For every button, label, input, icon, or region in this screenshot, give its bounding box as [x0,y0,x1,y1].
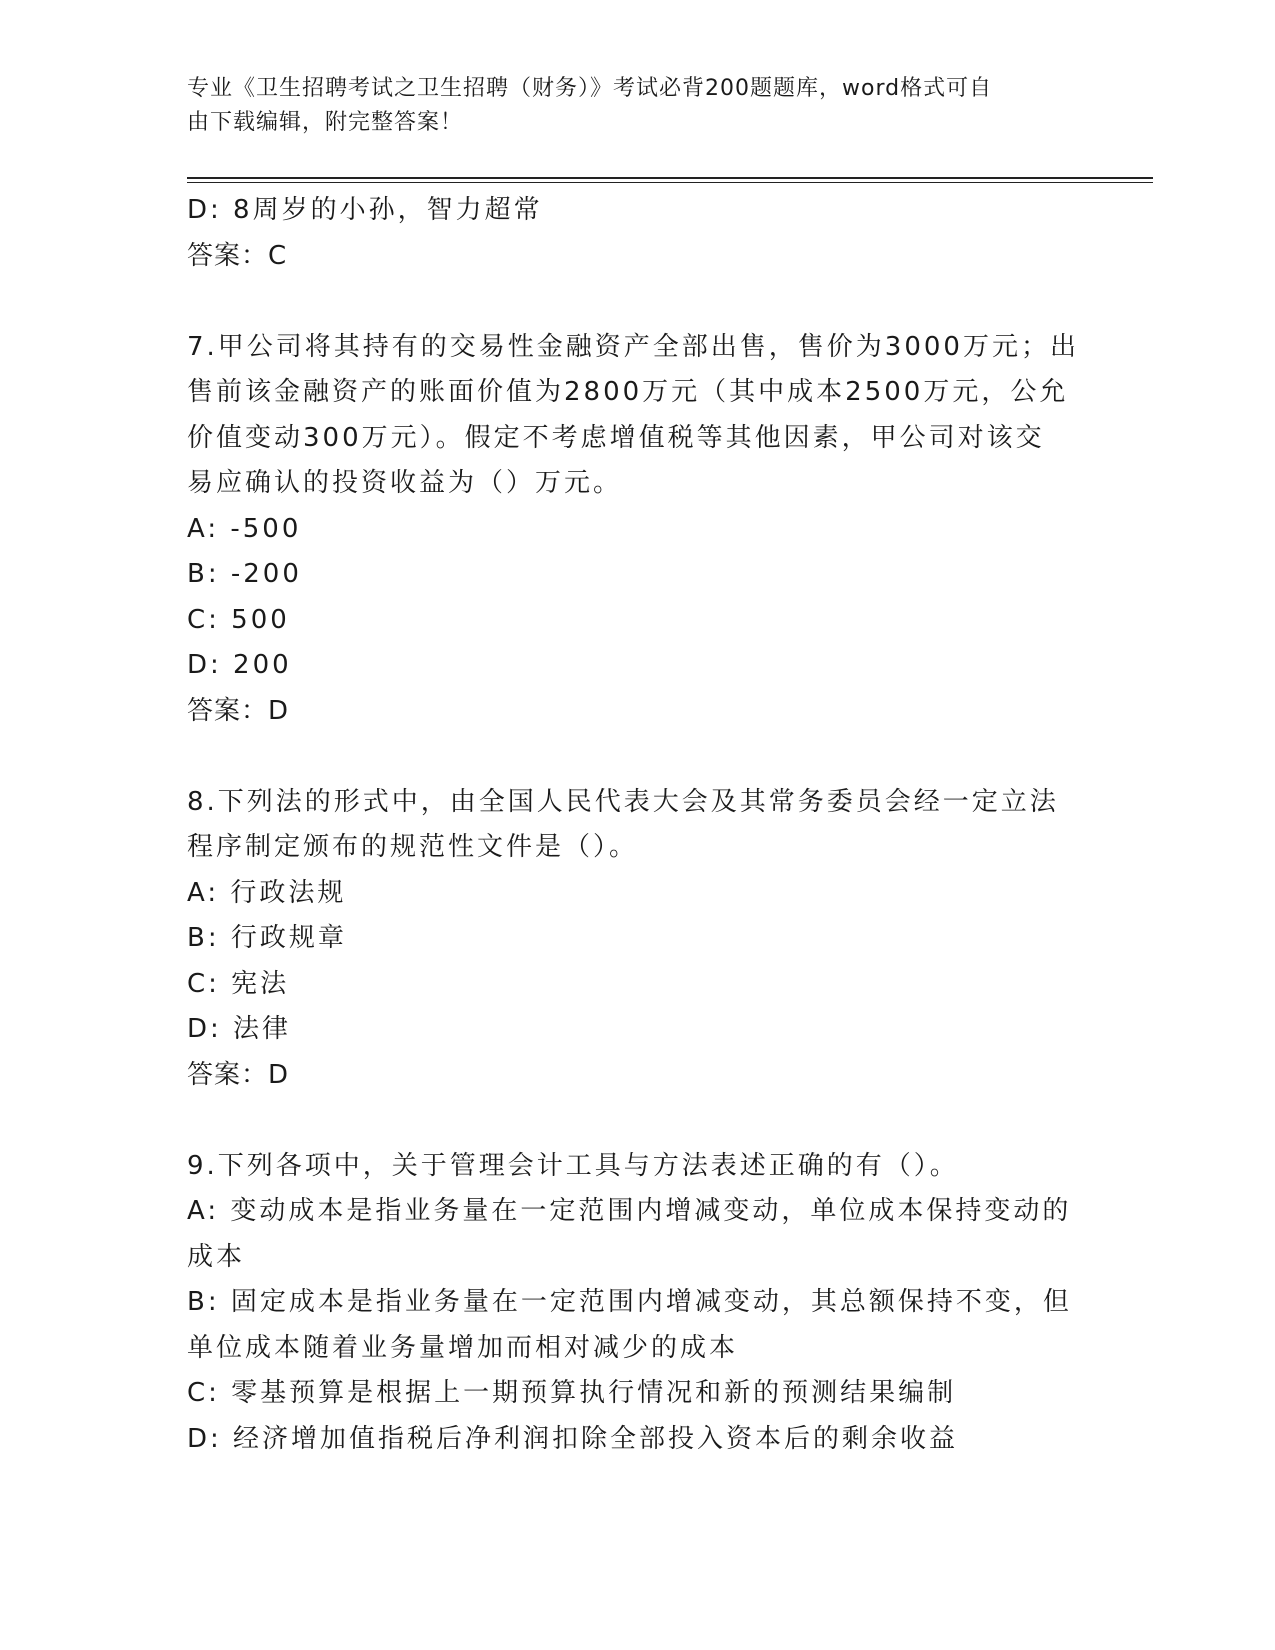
page-header [187,72,1067,140]
option-d: D: 200 [187,650,292,680]
question-text-line: 9.下列各项中，关于管理会计工具与方法表述正确的有（）。 [187,1150,959,1181]
option-a: A: 变动成本是指业务量在一定范围内增减变动，单位成本保持变动的 [187,1196,1072,1226]
question-text-line: 易应确认的投资收益为（）万元。 [187,468,623,498]
question-text-line: 程序制定颁布的规范性文件是（）。 [187,832,639,862]
option-d: D: 经济增加值指税后净利润扣除全部投入资本后的剩余收益 [187,1423,959,1454]
question-text-line: 8.下列法的形式中，由全国人民代表大会及其常务委员会经一定立法 [187,786,1059,817]
option-c: C: 500 [187,604,290,635]
answer-line: 答案：C [187,240,288,271]
option-a: A: 行政法规 [187,877,347,908]
option-a-continuation: 成本 [187,1241,246,1272]
question-9 [187,1144,1087,1463]
option-c: C: 宪法 [187,968,290,999]
question-list [187,188,1087,1462]
header-line-1: 专业《卫生招聘考试之卫生招聘（财务）》考试必背200题题库，word格式可自 [187,76,993,101]
question-6-tail [187,188,1087,279]
spacer [187,1098,1087,1144]
header-divider-thin [187,182,1153,183]
question-text-line: 售前该金融资产的账面价值为2800万元（其中成本2500万元，公允 [187,377,1069,407]
question-text-line: 价值变动300万元）。假定不考虑增值税等其他因素，甲公司对该交 [187,422,1045,453]
spacer [187,279,1087,325]
answer-line: 答案：D [187,695,290,726]
option-b: B: 固定成本是指业务量在一定范围内增减变动，其总额保持不变，但 [187,1287,1072,1317]
header-line-2: 由下载编辑，附完整答案！ [187,110,464,135]
option-a: A: -500 [187,513,302,544]
spacer [187,734,1087,780]
option-c: C: 零基预算是根据上一期预算执行情况和新的预测结果编制 [187,1378,957,1408]
option-b: B: -200 [187,559,302,589]
option-d: D: 法律 [187,1014,292,1044]
header-divider-thick [187,177,1153,179]
option-b: B: 行政规章 [187,923,347,953]
question-8 [187,780,1087,1099]
option-b-continuation: 单位成本随着业务量增加而相对减少的成本 [187,1332,739,1363]
question-text-line: 7.甲公司将其持有的交易性金融资产全部出售，售价为3000万元；出 [187,331,1079,362]
question-7 [187,325,1087,735]
answer-line: 答案：D [187,1059,290,1090]
option-d: D: 8周岁的小孙，智力超常 [187,195,543,225]
